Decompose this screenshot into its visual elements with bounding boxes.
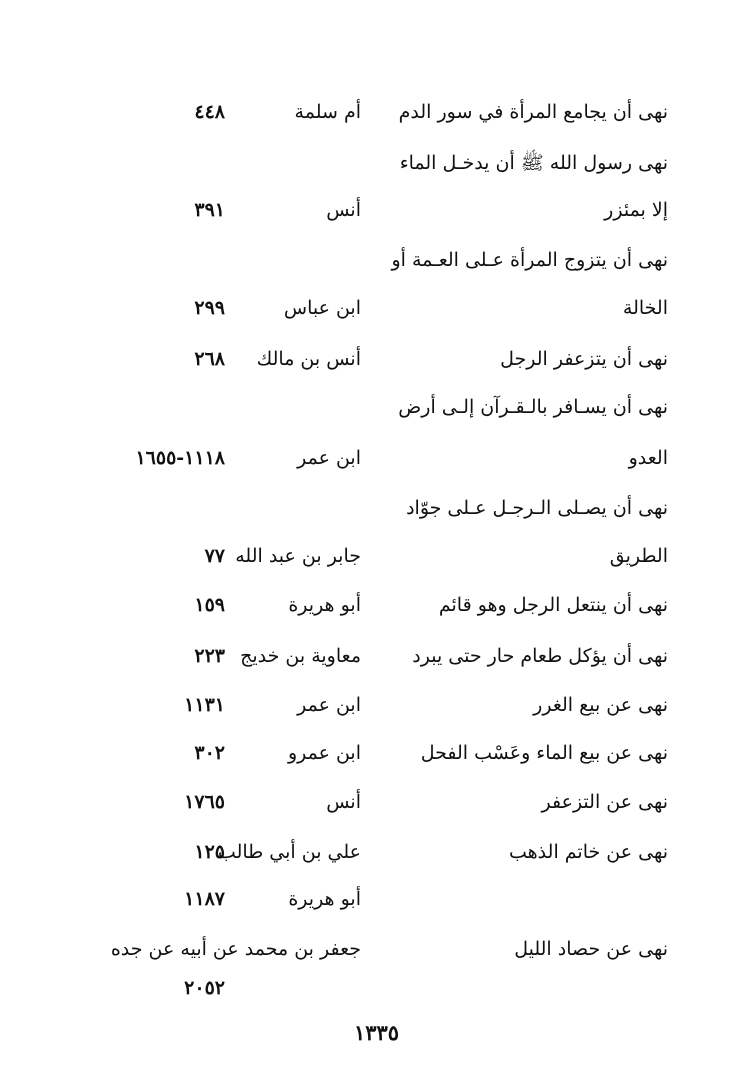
hadith-number: ٧٧ [204, 545, 225, 567]
hadith-number: ٤٤٨ [194, 101, 225, 123]
narrator: علي بن أبي طالب [217, 841, 361, 863]
hadith-number: ٢٦٨ [194, 348, 225, 370]
hadith-text: نهى أن يتزعفر الرجل [500, 348, 668, 370]
page-number: ١٣٣٥ [353, 1020, 400, 1045]
hadith-number: ١١١٨-١٦٥٥ [135, 447, 225, 469]
narrator: ابن عمرو [287, 742, 361, 764]
index-row [0, 835, 753, 869]
narrator: أبو هريرة [288, 594, 361, 616]
hadith-text: نهى عن بيع الماء وعَسْب الفحل [420, 742, 668, 764]
hadith-text: العدو [628, 447, 668, 469]
narrator: ابن عمر [297, 694, 361, 716]
index-row [0, 971, 753, 1005]
narrator: معاوية بن خديج [240, 645, 361, 667]
hadith-number: ١٧٦٥ [184, 791, 225, 813]
narrator: أم سلمة [294, 101, 361, 123]
narrator: ابن عباس [283, 297, 361, 319]
index-row [0, 243, 753, 277]
hadith-text: نهى أن ينتعل الرجل وهو قائم [438, 594, 668, 616]
hadith-text: الطريق [609, 545, 668, 567]
hadith-number: ٢٩٩ [194, 297, 225, 319]
hadith-number: ٢٠٥٢ [184, 977, 225, 999]
hadith-number: ١١٨٧ [184, 888, 225, 910]
hadith-number: ٣٩١ [194, 199, 225, 221]
hadith-text: نهى أن يسـافر بالـقـرآن إلـى أرض [398, 396, 668, 418]
index-row [0, 390, 753, 424]
narrator: أنس [326, 199, 361, 221]
narrator: أنس بن مالك [256, 348, 361, 370]
hadith-number: ٢٢٣ [194, 645, 225, 667]
hadith-text: نهى رسول الله ﷺ أن يدخـل الماء [399, 152, 668, 174]
index-row [0, 736, 753, 770]
index-row [0, 441, 753, 475]
hadith-number: ١٢٥ [194, 841, 225, 863]
hadith-text: نهى أن يتزوج المرأة عـلى العـمة أو [391, 249, 668, 271]
index-row [0, 688, 753, 722]
index-row [0, 146, 753, 180]
index-row [0, 491, 753, 525]
narrator: جعفر بن محمد عن أبيه عن جده [110, 938, 361, 960]
index-row [0, 342, 753, 376]
index-row [0, 882, 753, 916]
hadith-text: إلا بمئزر [604, 199, 668, 221]
index-row [0, 193, 753, 227]
narrator: أبو هريرة [288, 888, 361, 910]
hadith-text: نهى أن يصـلى الـرجـل عـلى جوّاد [406, 497, 668, 519]
narrator: أنس [326, 791, 361, 813]
index-row [0, 95, 753, 129]
index-row [0, 785, 753, 819]
narrator: ابن عمر [297, 447, 361, 469]
index-row [0, 291, 753, 325]
hadith-text: نهى عن حصاد الليل [514, 938, 668, 960]
hadith-text: نهى عن التزعفر [541, 791, 668, 813]
index-row [0, 932, 753, 966]
hadith-number: ١١٣١ [184, 694, 225, 716]
hadith-text: نهى عن بيع الغرر [533, 694, 668, 716]
index-row [0, 539, 753, 573]
hadith-text: نهى عن خاتم الذهب [509, 841, 668, 863]
hadith-text: نهى أن يجامع المرأة في سور الدم [398, 101, 668, 123]
hadith-text: نهى أن يؤكل طعام حار حتى يبرد [412, 645, 668, 667]
narrator: جابر بن عبد الله [235, 545, 361, 567]
index-row [0, 588, 753, 622]
hadith-number: ١٥٩ [194, 594, 225, 616]
index-row [0, 639, 753, 673]
hadith-text: الخالة [622, 297, 668, 319]
hadith-number: ٣٠٢ [194, 742, 225, 764]
